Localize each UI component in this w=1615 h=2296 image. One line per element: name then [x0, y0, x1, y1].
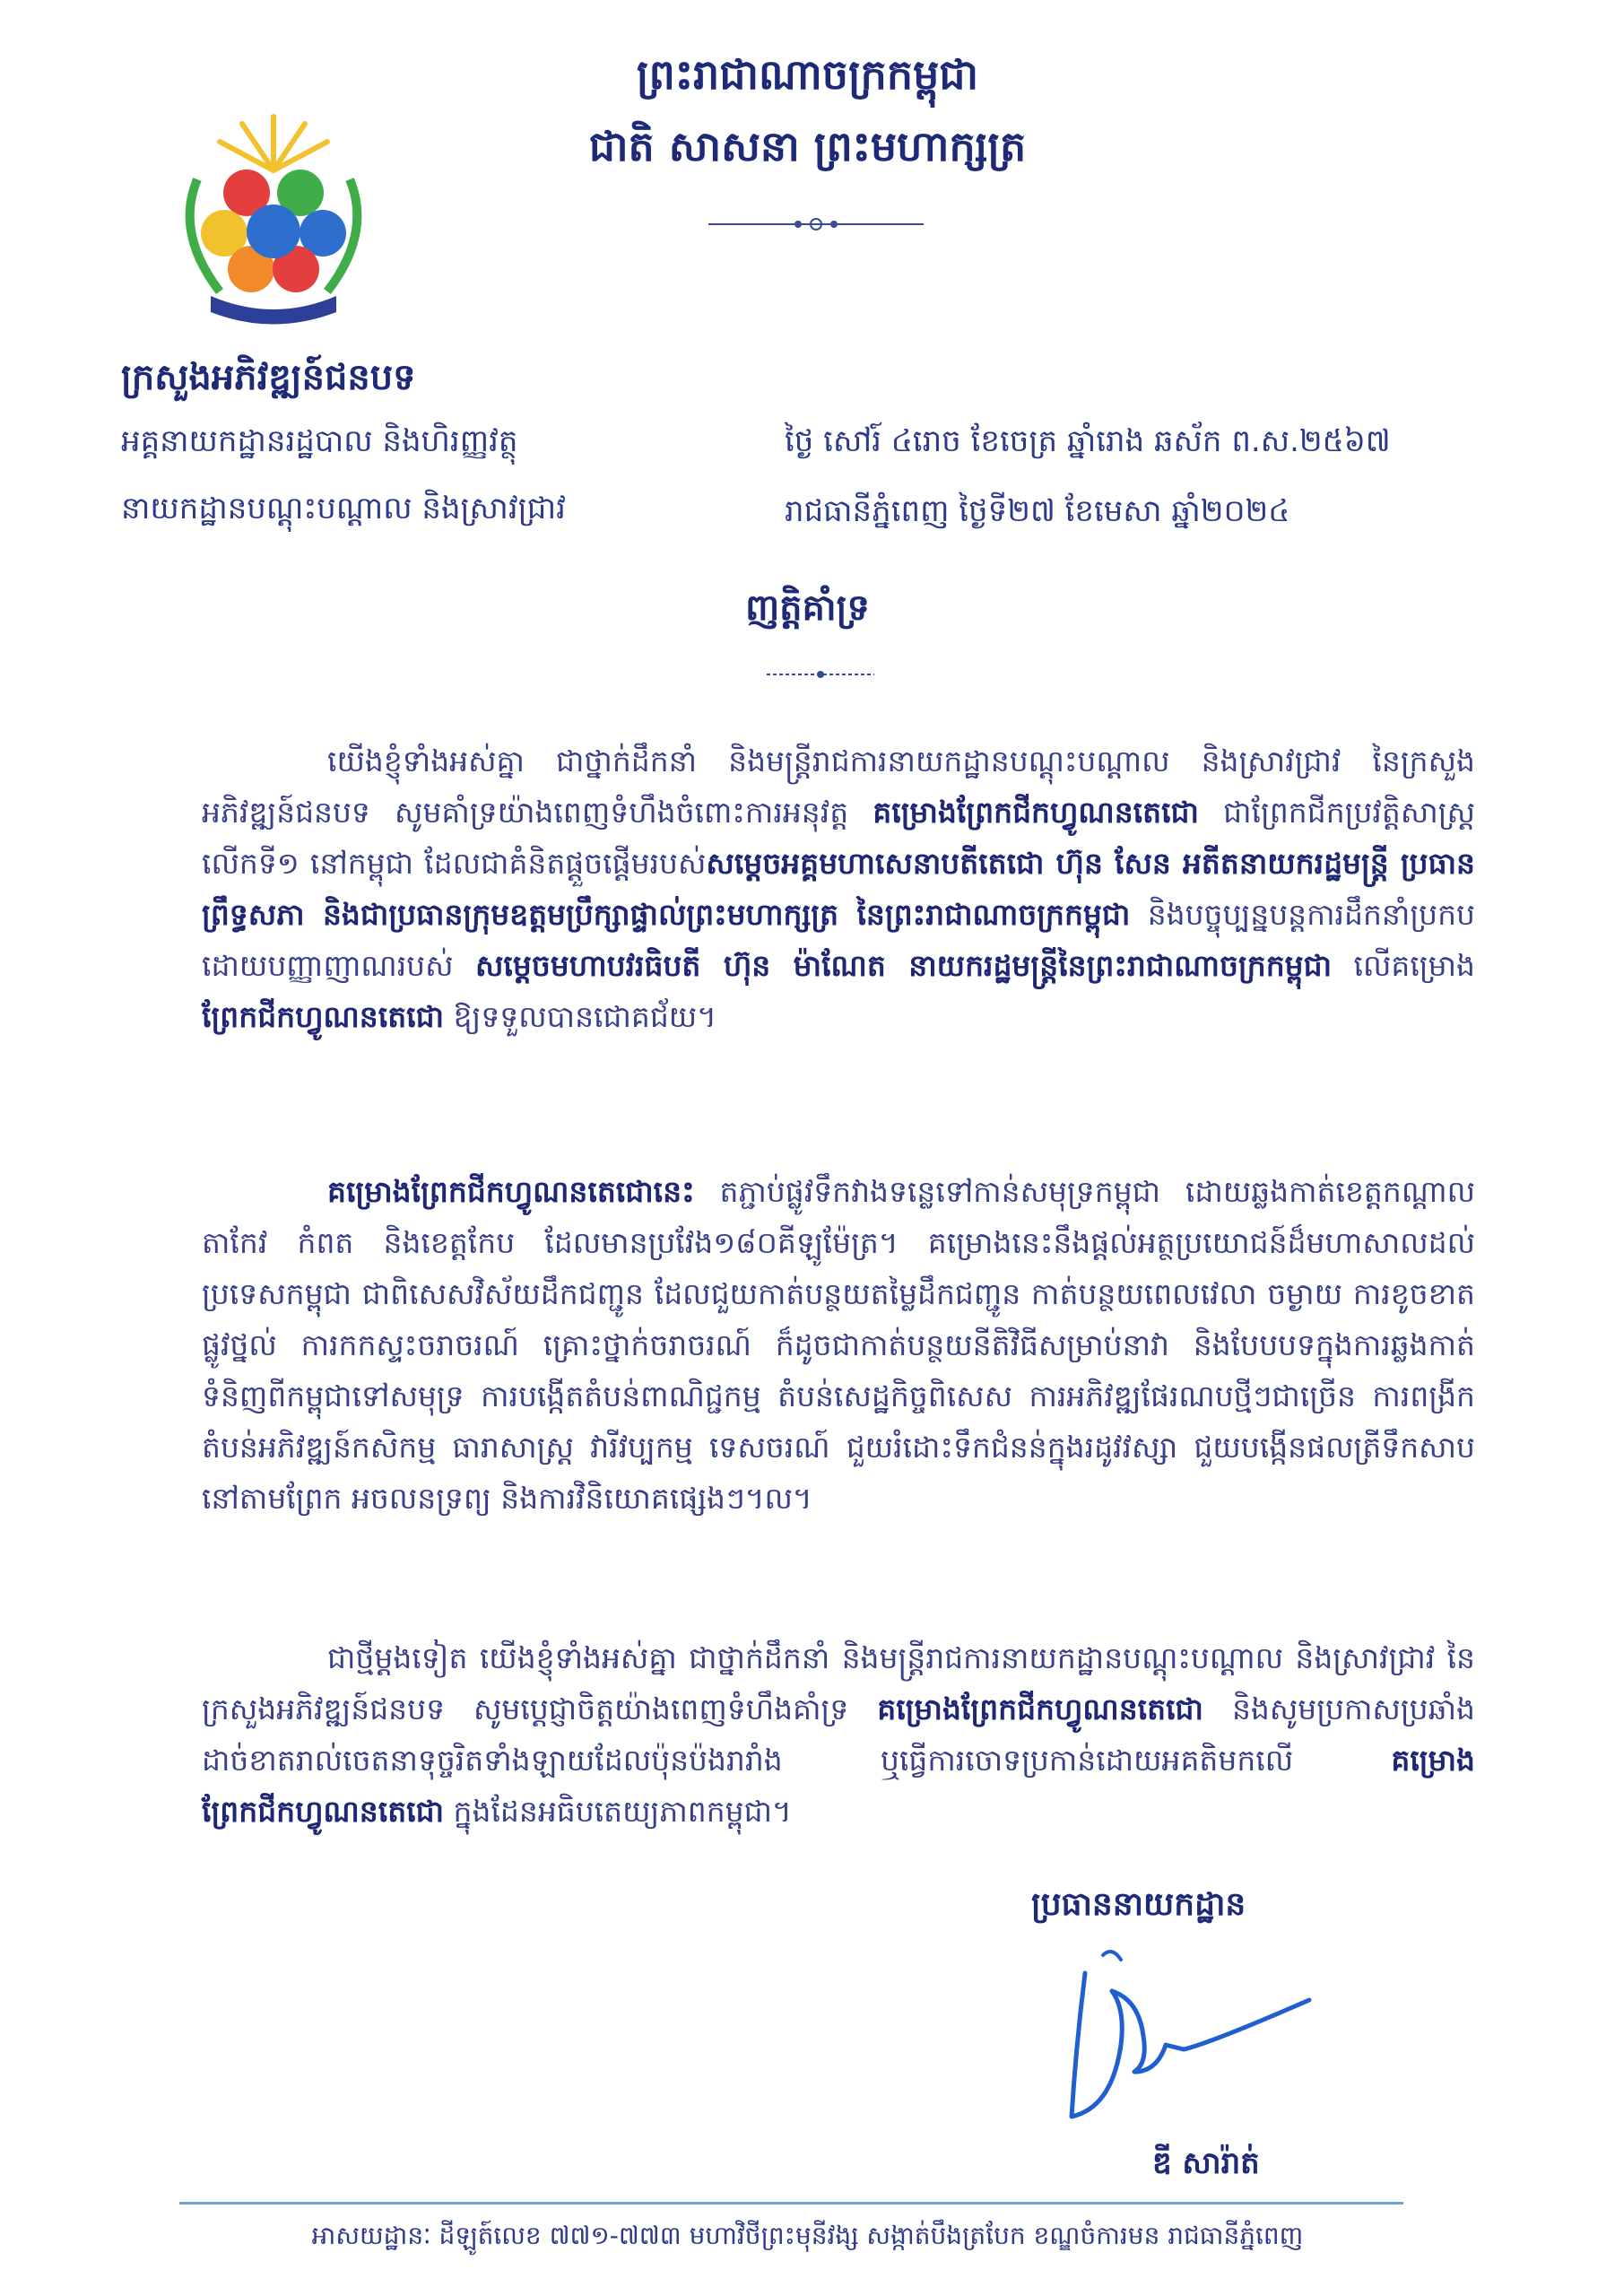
paragraph-3 [202, 1632, 1475, 1837]
p3-text-a: ជាថ្មីម្តងទៀត យើងខ្ញុំទាំងអស់គ្នា ជាថ្នាក់ដឹកនាំ និងមន្ត្រីរាជការនាយកដ្ឋានបណ្តុះបណ្តាល និងស្រាវជ្រាវ នៃក្រសួងអភិវឌ្ឍន៍ជនបទ សូមប្តេជ្ញាចិត្តយ៉ាងពេញទំហឹងគាំទ្រ [202, 1640, 1475, 1726]
solar-date: រាជធានីភ្នំពេញ ថ្ងៃទី២៧ ខែមេសា ឆ្នាំ២០២៤ [785, 493, 1290, 529]
paragraph-1 [202, 735, 1475, 1042]
paragraph-2 [202, 1166, 1475, 1524]
p1-text-i: ឱ្យទទួលបានជោគជ័យ។ [444, 999, 716, 1034]
p1-text-c: ជាព្រែកជីកប្រវត្តិសាស្ត្រលើកទី១ នៅកម្ពុជា ដែលជាគំនិតផ្តួចផ្តើមរបស់ [202, 795, 1475, 881]
p1-text-g: លើគម្រោង [1332, 948, 1475, 983]
p1-text-e: និងបច្ចុប្បន្នបន្តការដឹកនាំប្រកបដោយបញ្ញាញាណរបស់ [202, 897, 1475, 983]
department: នាយកដ្ឋានបណ្តុះបណ្តាល និងស្រាវជ្រាវ [121, 491, 566, 526]
ministry-logo [166, 108, 381, 332]
general-department: អគ្គនាយកដ្ឋានរដ្ឋបាល និងហិរញ្ញវត្ថុ [121, 423, 518, 459]
footer-address: អាសយដ្ឋានៈ ដីឡូត៍លេខ ៧៧១-៧៧៣ មហាវិថីព្រះមុនីវង្ស សង្កាត់បឹងត្របែក ខណ្ឌចំការមន រាជធានីភ្នំពេញ [311, 2221, 1304, 2250]
p1-project-name-2: ព្រែកជីកហ្វូណនតេជោ [202, 999, 445, 1034]
p1-text-a: យើងខ្ញុំទាំងអស់គ្នា ជាថ្នាក់ដឹកនាំ និងមន្ត្រីរាជការនាយកដ្ឋានបណ្តុះបណ្តាល និងស្រាវជ្រាវ នៃក្រសួងអភិវឌ្ឍន៍ជនបទ សូមគាំទ្រយ៉ាងពេញទំហឹងចំពោះការអនុវត្ត [202, 744, 1475, 830]
p2-project-name: គម្រោងព្រែកជីកហ្វូណនតេជោនេះ [327, 1174, 695, 1209]
kingdom-motto: ជាតិ សាសនា ព្រះមហាក្សត្រ [588, 122, 1027, 170]
footer-divider [179, 2202, 1403, 2205]
p3-text-e: ក្នុងដែនអធិបតេយ្យភាពកម្ពុជា។ [444, 1794, 792, 1829]
handwritten-signature [1058, 1937, 1318, 2144]
p2-text: តភ្ជាប់ផ្លូវទឹកវាងទន្លេទៅកាន់សមុទ្រកម្ពុជា ដោយឆ្លងកាត់ខេត្តកណ្តាល តាកែវ កំពត និងខេត្តកែប ដែលមានប្រវែង១៨០គីឡូម៉ែត្រ។ គម្រោងនេះនឹងផ្តល់អត្ថប្រយោជន៍ដ៏មហាសាលដល់ប្រទេសកម្ពុជា ជាពិសេសវិស័យដឹកជញ្ជូន ដែលជួយកាត់បន្ថយតម្លៃដឹកជញ្ជូន កាត់បន្ថយពេលវេលា ចម្ងាយ ការខូចខាតផ្លូវថ្នល់ ការកកស្ទះចរាចរណ៍ គ្រោះថ្នាក់ចរាចរណ៍ ក៏ដូចជាកាត់បន្ថយនីតិវិធីសម្រាប់នាវា និងបែបបទក្នុងការឆ្លងកាត់ទំនិញពីកម្ពុជាទៅសមុទ្រ ការបង្កើតតំបន់ពាណិជ្ជកម្ម តំបន់សេដ្ឋកិច្ចពិសេស ការអភិវឌ្ឍផែរណបថ្មីៗជាច្រើន ការពង្រីកតំបន់អភិវឌ្ឍន៍កសិកម្ម ធារាសាស្ត្រ វារីវប្បកម្ម ទេសចរណ៍ ជួយរំដោះទឹកជំនន់ក្នុងរដូវវស្សា ជួយបង្កើនផលត្រីទឹកសាប នៅតាមព្រែក អចលនទ្រព្យ និងការវិនិយោគផ្សេងៗ។ល។ [202, 1174, 1475, 1516]
p1-hun-manet: សម្តេចមហាបវរធិបតី ហ៊ុន ម៉ាណែត នាយករដ្ឋមន្ត្រីនៃព្រះរាជាណាចក្រកម្ពុជា [475, 948, 1333, 983]
header-flourish [708, 215, 924, 233]
ministry-name: ក្រសួងអភិវឌ្ឍន៍ជនបទ [121, 356, 416, 398]
signer-title: ប្រធាននាយកដ្ឋាន [1031, 1885, 1246, 1923]
p3-project-name: គម្រោងព្រែកជីកហ្វូណនតេជោ [877, 1692, 1203, 1726]
p3-text-c: និងសូមប្រកាសប្រឆាំងដាច់ខាតរាល់ចេតនាទុច្ចរិតទាំងឡាយដែលប៉ុនប៉ងរារាំង ឬធ្វើការចោទប្រកាន់ដោយអគតិមកលើ [202, 1692, 1475, 1778]
kingdom-title: ព្រះរាជាណាចក្រកម្ពុជា [636, 50, 979, 99]
lunar-date: ថ្ងៃ សៅរ៍ ៤រោច ខែចេត្រ ឆ្នាំរោង ឆស័ក ព.ស.២៥៦៧ [785, 423, 1391, 459]
p3-project-name-2: គម្រោងព្រែកជីកហ្វូណនតេជោ [202, 1743, 1475, 1829]
signer-name: ឌី សារ៉ាត់ [1152, 2145, 1260, 2181]
p1-hun-sen: សម្តេចអគ្គមហាសេនាបតីតេជោ ហ៊ុន សែន អតីតនាយករដ្ឋមន្ត្រី ប្រធានព្រឹទ្ធសភា និងជាប្រធានក្រុមឧត្តមប្រឹក្សាផ្ទាល់ព្រះមហាក្សត្រ នៃព្រះរាជាណាចក្រកម្ពុជា [202, 846, 1476, 932]
document-title: ញត្តិគាំទ្រ [745, 587, 870, 629]
title-flourish [767, 668, 874, 681]
p1-project-name: គម្រោងព្រែកជីកហ្វូណនតេជោ [873, 795, 1199, 830]
